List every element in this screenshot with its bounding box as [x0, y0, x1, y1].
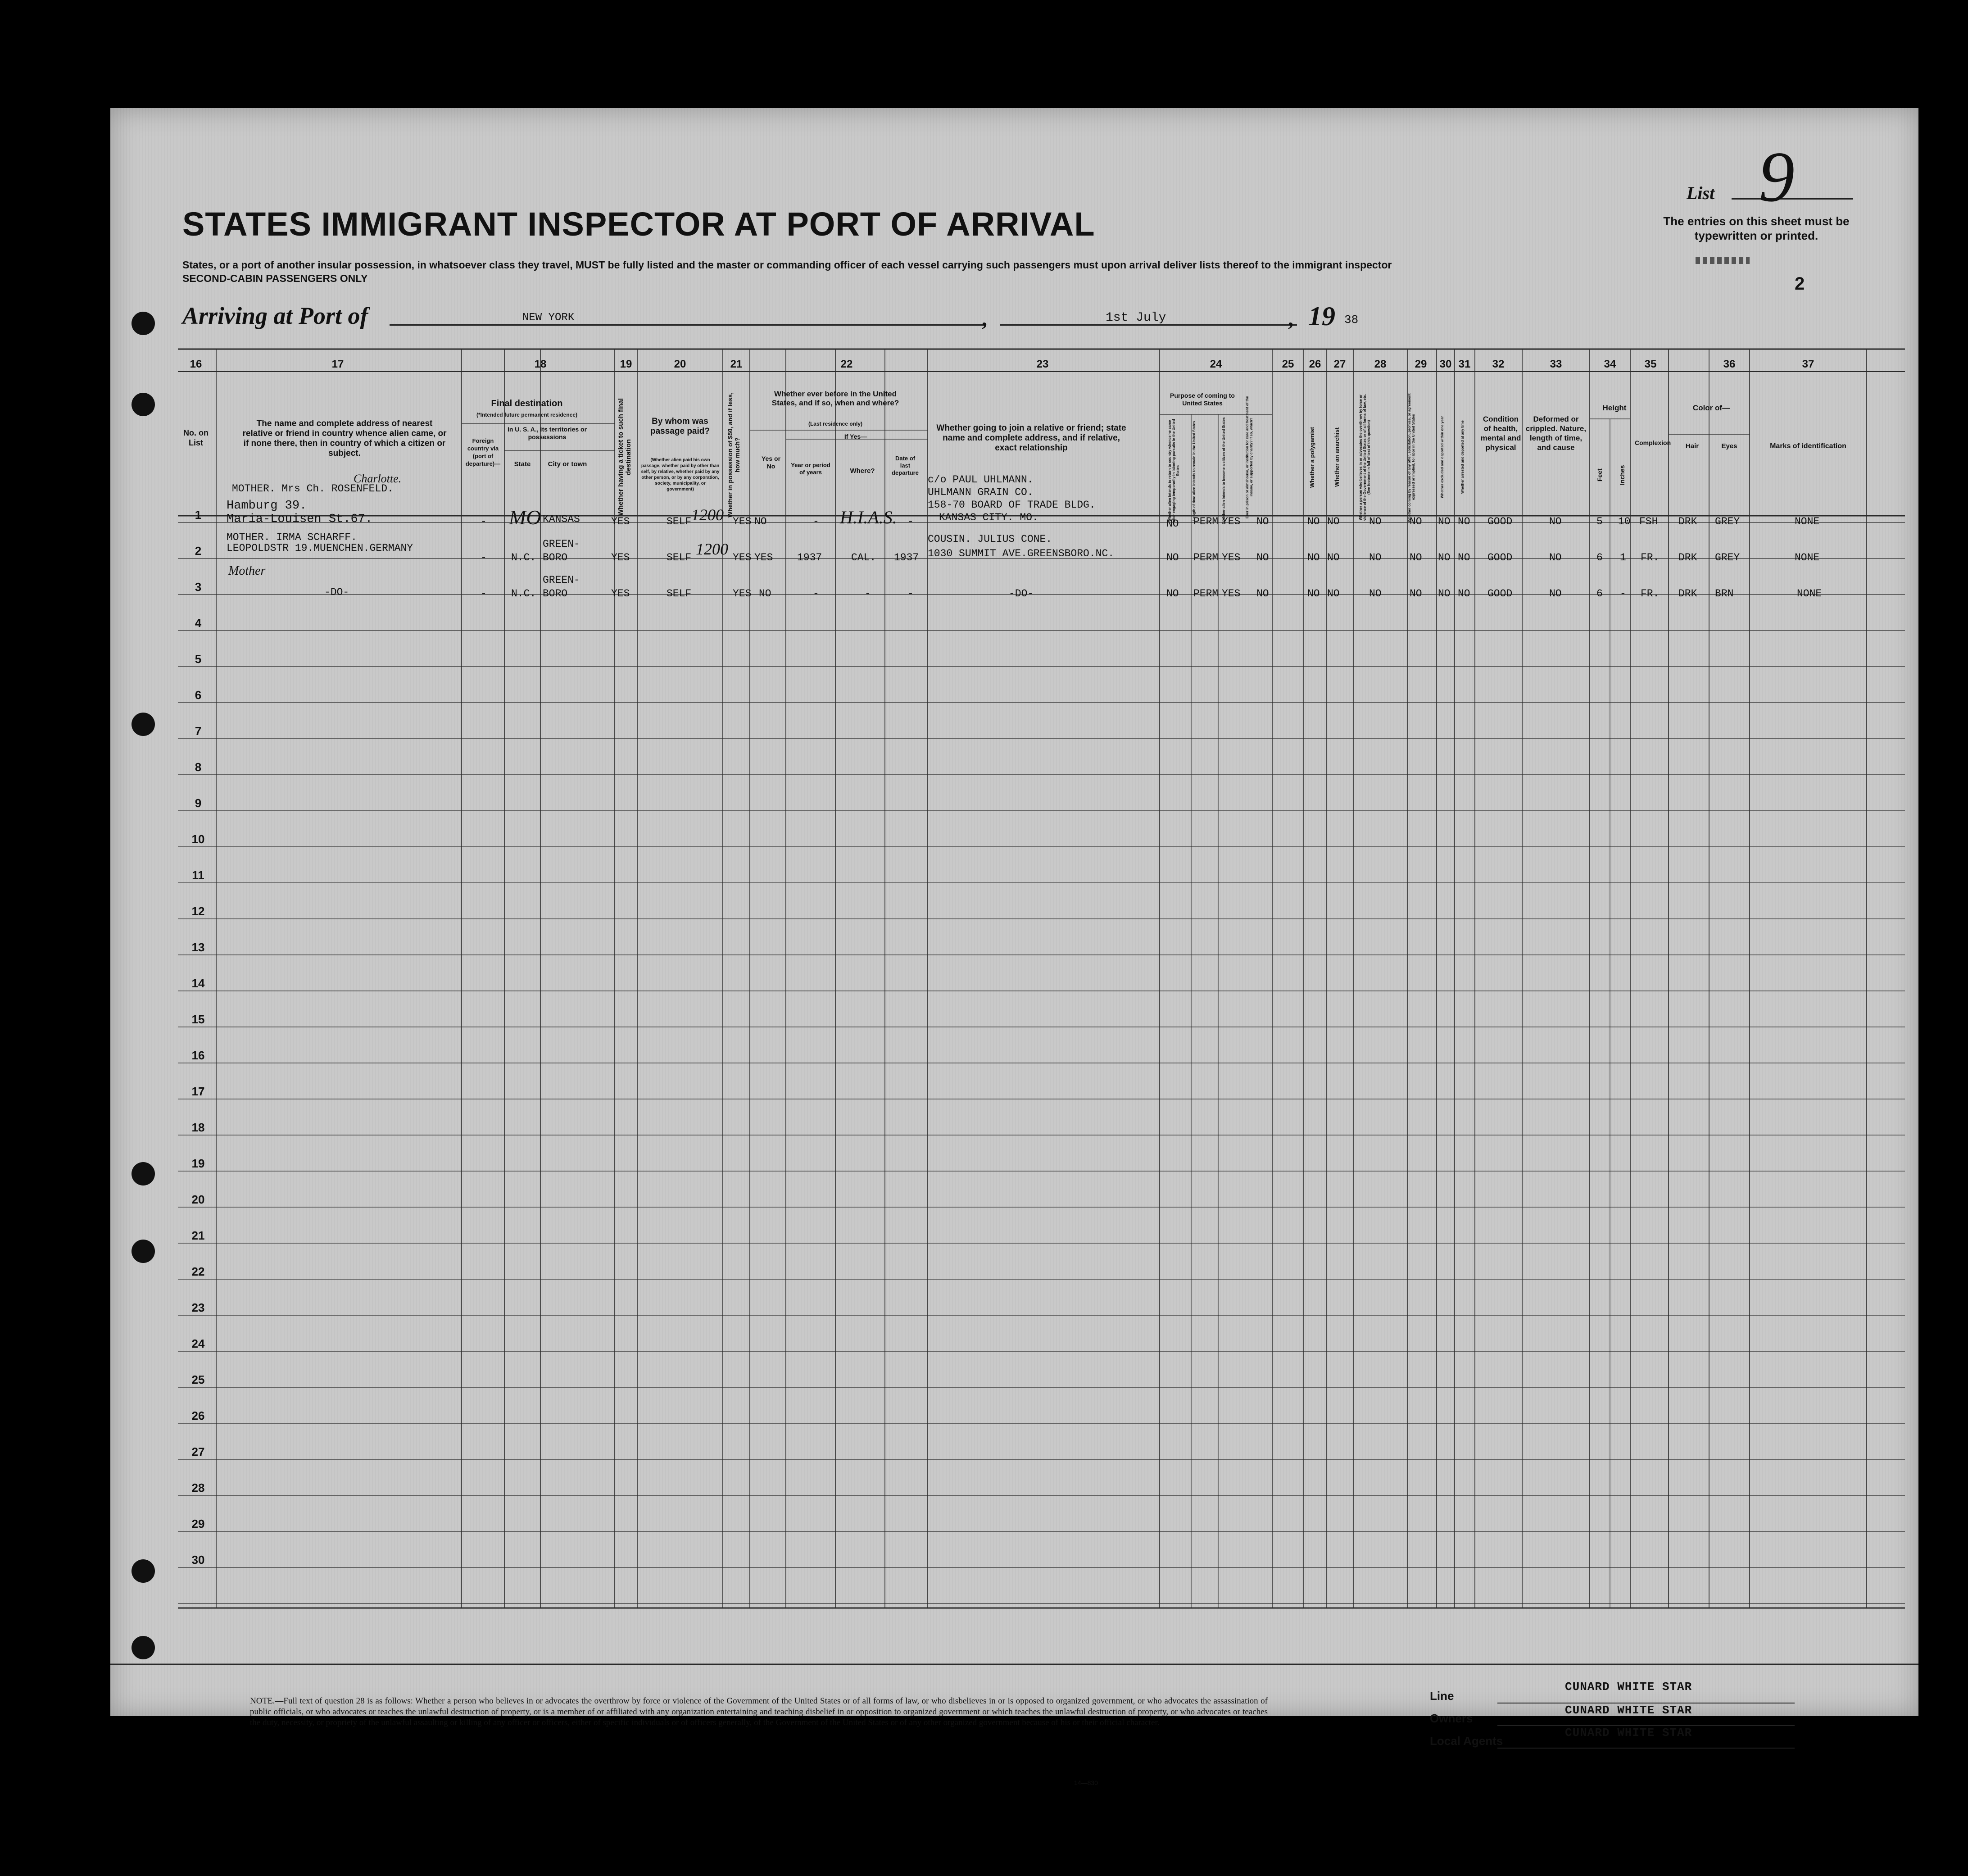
entry-3-before: NO: [759, 588, 771, 600]
entry-3-join: -DO-: [1009, 588, 1034, 600]
row-number: 20: [191, 1193, 205, 1206]
entry-3-offer: NO: [1410, 588, 1422, 600]
entry-1-marks: NONE: [1795, 516, 1820, 527]
entry-1-offer: NO: [1410, 516, 1422, 527]
header-before-sub: (Last residence only): [808, 421, 863, 427]
entry-1-eyes: GREY: [1715, 516, 1740, 527]
row-number: 18: [191, 1121, 205, 1134]
entry-1-relative-line-3: Maria-Louisen St.67.: [227, 513, 373, 526]
entry-1-feet: 5: [1596, 516, 1603, 527]
row-number: 29: [191, 1517, 205, 1531]
entry-2-city-line-1: GREEN-: [543, 538, 580, 550]
agents-label: Local Agents: [1430, 1734, 1503, 1748]
cabin-class: SECOND-CABIN PASSENGERS ONLY: [182, 273, 368, 284]
header-foreign-country: Foreign country via (port of departure)—: [465, 437, 501, 467]
column-number: 24: [1210, 358, 1222, 370]
header-feet: Feet: [1596, 468, 1603, 482]
entry-1-deported: NO: [1458, 516, 1470, 527]
entry-1-join-line-2: UHLMANN GRAIN CO.: [928, 486, 1034, 498]
entry-2-city-line-2: BORO: [543, 552, 568, 563]
header-excluded: Whether excluded and deported within one year: [1440, 416, 1444, 499]
entry-2-where: CAL.: [851, 552, 876, 563]
row-number: 22: [191, 1265, 205, 1278]
entry-1-citizen: YES: [1222, 516, 1241, 527]
header-marks: Marks of identification: [1770, 442, 1846, 450]
instruction-text: States, or a port of another insular possession, in whatsoever class they travel, MUST be fully listed and the master or commanding officer of each vessel carrying such passengers must upon arrival deliver lists thereof to the immigrant inspector: [182, 259, 1392, 271]
agents-signature-line: [1497, 1748, 1795, 1749]
entry-3-where: -: [865, 588, 871, 600]
entry-1-polygamist: NO: [1307, 516, 1320, 527]
entry-2-departed: 1937: [894, 552, 919, 563]
entry-1-join-line-4: KANSAS CITY. MO.: [939, 512, 1038, 523]
entry-2-length: PERM: [1193, 552, 1219, 563]
header-eyes: Eyes: [1721, 442, 1737, 450]
entry-1-relative-hand: Charlotte.: [354, 472, 402, 485]
entry-1-overthrow: NO: [1369, 516, 1382, 527]
row-number: 4: [195, 616, 202, 630]
row-number: 16: [191, 1049, 205, 1062]
header-deported: Whether arrested and deported at any time: [1460, 420, 1465, 494]
row-number: 13: [191, 940, 205, 954]
row-number: 11: [192, 868, 204, 882]
entry-1-departed: -: [907, 516, 914, 527]
entry-3-ticket: YES: [611, 588, 630, 600]
entry-2-deformed: NO: [1549, 552, 1562, 563]
line-label: Line: [1430, 1689, 1454, 1703]
row-number: 7: [195, 724, 202, 738]
entry-2-complexion: FR.: [1641, 552, 1660, 563]
column-number: 16: [190, 358, 202, 370]
entry-2-state: N.C.: [511, 552, 536, 563]
entry-3-departed: -: [907, 588, 914, 600]
list-number: 9: [1759, 136, 1795, 217]
entry-2-join-line-1: COUSIN. JULIUS CONE.: [928, 533, 1052, 545]
entry-3-polygamist: NO: [1307, 588, 1320, 600]
entry-2-offer: NO: [1410, 552, 1422, 563]
entry-2-excluded: NO: [1438, 552, 1451, 563]
header-color-of: Color of—: [1692, 404, 1730, 412]
column-number: 22: [840, 358, 853, 370]
header-purpose-return: Whether alien intends to return to country whence he came after engaging temporarily in laboring pursuits in the United States: [1168, 419, 1180, 522]
agents-value: CUNARD WHITE STAR: [1565, 1726, 1692, 1740]
manifest-grid: [110, 108, 1918, 1716]
column-number: 28: [1374, 358, 1387, 370]
header-passage-paid-sub: (Whether alien paid his own passage, whether paid by other than self, by relative, whether paid by any other person, or by any corporation, society, municipality, or government): [641, 458, 720, 492]
entry-1-money-hand: 1200: [691, 506, 724, 524]
column-number: 25: [1282, 358, 1294, 370]
row-number: 24: [191, 1337, 205, 1350]
header-height: Height: [1602, 404, 1627, 412]
column-number: 32: [1492, 358, 1505, 370]
entry-2-health: GOOD: [1487, 552, 1513, 563]
entry-1-ticket: YES: [611, 516, 630, 527]
entry-1-deformed: NO: [1549, 516, 1562, 527]
entry-3-overthrow: NO: [1369, 588, 1382, 600]
entry-2-overthrow: NO: [1369, 552, 1382, 563]
row-number: 21: [191, 1229, 205, 1242]
header-before-in-us: Whether ever before in the United States, and if so, when and where?: [771, 390, 899, 407]
arrival-year-suffix: 38: [1344, 313, 1359, 327]
page-title: STATES IMMIGRANT INSPECTOR AT PORT OF ARRIVAL: [182, 205, 1095, 243]
binder-hole: [132, 1636, 155, 1659]
entry-2-return: NO: [1166, 552, 1179, 563]
entry-3-complexion: FR.: [1641, 588, 1660, 600]
row-number: 27: [191, 1445, 205, 1458]
header-inches: Inches: [1619, 465, 1626, 486]
header-no-on-list: No. on List: [183, 428, 209, 447]
entry-2-join-line-2: 1030 SUMMIT AVE.GREENSBORO.NC.: [928, 548, 1115, 559]
header-deformed: Deformed or crippled. Nature, length of time, and cause: [1525, 415, 1587, 452]
header-ticket: Whether having a ticket to such final destination: [617, 398, 632, 516]
arrival-year-prefix: 19: [1308, 301, 1335, 331]
entry-2-feet: 6: [1596, 552, 1603, 563]
entry-1-relative-line-2: Hamburg 39.: [227, 499, 307, 513]
header-labor-offer: Whether coming by reason of any offer, solicitation, promise, or agreement, expressed or implied, to labor in the United States: [1407, 392, 1415, 522]
row-number: 2: [195, 544, 202, 558]
header-where: Where?: [850, 467, 875, 475]
entry-2-marks: NONE: [1795, 552, 1820, 563]
entry-2-before: YES: [754, 552, 773, 563]
entry-2-relative-line-1: MOTHER. IRMA SCHARFF.: [227, 531, 357, 543]
entry-1-anarchist: NO: [1327, 516, 1340, 527]
entry-2-anarchist: NO: [1327, 552, 1340, 563]
entry-2-money-hand: 1200: [696, 540, 728, 558]
entry-3-foreign: -: [481, 588, 487, 600]
column-number: 29: [1415, 358, 1427, 370]
column-number: 27: [1333, 358, 1346, 370]
header-final-destination-sub: (*Intended future permanent residence): [476, 412, 578, 418]
entry-2-relative-line-2: LEOPOLDSTR 19.MUENCHEN.GERMANY: [227, 542, 413, 554]
column-number: 31: [1458, 358, 1471, 370]
entry-2-deported: NO: [1458, 552, 1470, 563]
row-number: 1: [195, 508, 202, 522]
entry-2-years: 1937: [797, 552, 822, 563]
manifest-sheet: [110, 108, 1918, 1786]
column-number: 34: [1604, 358, 1616, 370]
entry-1-inches: 10: [1618, 516, 1631, 527]
header-city: City or town: [548, 460, 587, 468]
binder-hole: [132, 713, 155, 736]
footnote-question-28: NOTE.—Full text of question 28 is as follows: Whether a person who believes in or advocates the overthrow by force or violence of the Government of the United States or of all forms of law, or who disbelieves in or is opposed to organized government, or who advocates the assassination of public officials, or who advocates or teaches the unlawful destruction of property, or is a member of or affiliated with any organization entertaining and teaching disbelief in or opposition to organized government or which teaches the unlawful destruction of property, or who advocates or teaches the duty, necessity, or propriety of the unlawful assaulting or killing of any officer or officers, either of specific individuals or of officers generally, of the Government of the United States or of any other organized government because of his or their official character.: [250, 1696, 1268, 1727]
row-number: 19: [191, 1157, 205, 1170]
column-number: 23: [1036, 358, 1049, 370]
entry-2-prison: NO: [1256, 552, 1269, 563]
entry-1-hair: DRK: [1678, 516, 1697, 527]
header-passage-paid: By whom was passage paid?: [650, 417, 710, 436]
row-number: 25: [191, 1373, 205, 1386]
column-number: 30: [1439, 358, 1452, 370]
row-number: 30: [191, 1553, 205, 1567]
entry-2-hair: DRK: [1678, 552, 1697, 563]
entry-2-citizen: YES: [1222, 552, 1241, 563]
row-number: 17: [191, 1085, 205, 1098]
entry-3-paid-by: SELF: [667, 588, 692, 600]
row-number: 3: [195, 580, 202, 594]
row-number: 28: [191, 1481, 205, 1494]
entry-2-eyes: GREY: [1715, 552, 1740, 563]
entry-1-complexion: FSH: [1639, 516, 1658, 527]
entry-1-city: KANSAS: [543, 513, 580, 525]
entry-2-paid-by: SELF: [667, 552, 692, 563]
entry-2-foreign: -: [481, 552, 487, 563]
entry-1-return: NO: [1166, 518, 1179, 530]
column-number: 35: [1644, 358, 1657, 370]
header-health: Condition of health, mental and physical: [1480, 415, 1521, 452]
header-date-departure: Date of last departure: [892, 455, 919, 476]
arrival-port-line: [390, 324, 984, 326]
header-year: Year or period of years: [791, 462, 830, 476]
column-number: 26: [1309, 358, 1321, 370]
entry-3-deformed: NO: [1549, 588, 1562, 600]
header-money: Whether in possession of $50, and if less, how much?: [726, 392, 741, 518]
entry-1-years: -: [813, 516, 819, 527]
sheet-stamp: [1696, 257, 1750, 264]
row-number: 6: [195, 688, 202, 702]
entry-1-health: GOOD: [1487, 516, 1513, 527]
entry-3-hair: DRK: [1678, 588, 1697, 600]
owners-value: CUNARD WHITE STAR: [1565, 1703, 1692, 1717]
column-number: 20: [674, 358, 686, 370]
column-number: 17: [331, 358, 344, 370]
header-hair: Hair: [1685, 442, 1699, 450]
entry-3-state: N.C.: [511, 588, 536, 600]
entry-1-before: NO: [754, 516, 767, 527]
binder-hole: [132, 1162, 155, 1186]
column-number: 33: [1550, 358, 1562, 370]
row-number: 23: [191, 1301, 205, 1314]
arrival-port: NEW YORK: [522, 312, 575, 324]
entry-3-city-line-1: GREEN-: [543, 574, 580, 586]
owners-label: Owners: [1430, 1712, 1473, 1725]
arrival-date: 1st July: [1106, 311, 1166, 325]
entry-3-marks: NONE: [1797, 588, 1822, 600]
header-relative: The name and complete address of nearest relative or friend in country whence alien came, or if none there, then in country of which a citizen or subject.: [242, 419, 447, 458]
entry-3-eyes: BRN: [1715, 588, 1734, 600]
row-number: 26: [191, 1409, 205, 1422]
entry-1-money: YES: [733, 516, 752, 527]
column-number: 36: [1723, 358, 1736, 370]
header-state: State: [514, 460, 531, 468]
header-purpose: Purpose of coming to United States: [1170, 392, 1235, 407]
binder-hole: [132, 1240, 155, 1263]
entry-2-inches: 1: [1620, 552, 1626, 563]
row-number: 5: [195, 652, 202, 666]
entry-3-relative: -DO-: [324, 586, 349, 598]
entry-3-citizen: YES: [1222, 588, 1241, 600]
binder-hole: [132, 312, 155, 335]
column-number: 18: [534, 358, 547, 370]
form-number: 14—830: [1074, 1779, 1098, 1786]
header-final-destination: Final destination: [491, 399, 563, 409]
entry-1-foreign: -: [481, 516, 487, 527]
header-prison: Ever in prison or almshouse, or institution for care and treatment of the insane, or supported by charity? If so, which?: [1245, 396, 1253, 518]
header-yes-no: Yes or No: [761, 455, 781, 470]
header-overthrow: Whether a person who believes in or advocates the overthrow by force or violence of the Government of the United States or of all forms of law, etc. (See footnote in full of text of this question): [1359, 394, 1371, 521]
entry-1-length: PERM: [1193, 516, 1219, 527]
entry-1-excluded: NO: [1438, 516, 1451, 527]
binder-hole: [132, 393, 155, 416]
row-number: 10: [191, 832, 205, 846]
header-purpose-length: Length of time alien intends to remain in the United States: [1192, 421, 1196, 521]
column-number: 21: [730, 358, 743, 370]
entry-1-join-line-3: 158-70 BOARD OF TRADE BLDG.: [928, 499, 1096, 511]
entry-3-anarchist: NO: [1327, 588, 1340, 600]
entry-3-city-line-2: BORO: [543, 588, 568, 600]
header-purpose-citizen: Whether alien intends to become a citizen of the United States: [1222, 417, 1226, 524]
line-value: CUNARD WHITE STAR: [1565, 1680, 1692, 1694]
entry-3-health: GOOD: [1487, 588, 1513, 600]
entry-1-prison: NO: [1256, 516, 1269, 527]
entry-1-where: H.I.A.S.: [840, 507, 897, 527]
entry-3-excluded: NO: [1438, 588, 1451, 600]
sheet-number: 2: [1795, 274, 1805, 294]
header-join-relative: Whether going to join a relative or friend; state name and complete address, and if relative, exact relationship: [936, 423, 1126, 453]
row-number: 12: [191, 904, 205, 918]
entry-3-inches: -: [1620, 588, 1626, 600]
entries-note: The entries on this sheet must be typewritten or printed.: [1663, 214, 1850, 242]
arrival-comma: ,: [982, 307, 987, 331]
entry-3-length: PERM: [1193, 588, 1219, 600]
entry-1-state: MO: [509, 506, 541, 529]
row-number: 15: [191, 1013, 205, 1026]
column-number: 19: [620, 358, 632, 370]
header-anarchist: Whether an anarchist: [1333, 427, 1340, 487]
list-label: List: [1687, 183, 1715, 203]
row-number: 9: [195, 796, 202, 810]
entry-3-money: YES: [733, 588, 752, 600]
entry-1-relative-line-1: MOTHER. Mrs Ch. ROSENFELD.: [232, 483, 394, 495]
entry-3-prison: NO: [1256, 588, 1269, 600]
column-number: 37: [1802, 358, 1814, 370]
arrival-comma: ,: [1288, 307, 1293, 331]
entry-3-years: -: [813, 588, 819, 600]
header-polygamist: Whether a polygamist: [1309, 427, 1315, 488]
entry-1-paid-by: SELF: [667, 516, 692, 527]
entry-2-money: YES: [733, 552, 752, 563]
binder-hole: [132, 1559, 155, 1583]
row-number: 14: [191, 977, 205, 990]
entry-2-polygamist: NO: [1307, 552, 1320, 563]
entry-3-relative-hand: Mother: [228, 564, 266, 578]
arrival-label: Arriving at Port of: [182, 302, 368, 329]
entry-3-deported: NO: [1458, 588, 1470, 600]
header-complexion: Complexion: [1635, 439, 1671, 446]
entry-2-ticket: YES: [611, 552, 630, 563]
header-if-yes: If Yes—: [844, 433, 867, 440]
entry-3-return: NO: [1166, 588, 1179, 600]
entry-1-join-line-1: c/o PAUL UHLMANN.: [928, 474, 1034, 486]
row-number: 8: [195, 760, 202, 774]
header-in-usa: In U. S. A., its territories or possessions: [507, 426, 587, 441]
entry-3-feet: 6: [1596, 588, 1603, 600]
